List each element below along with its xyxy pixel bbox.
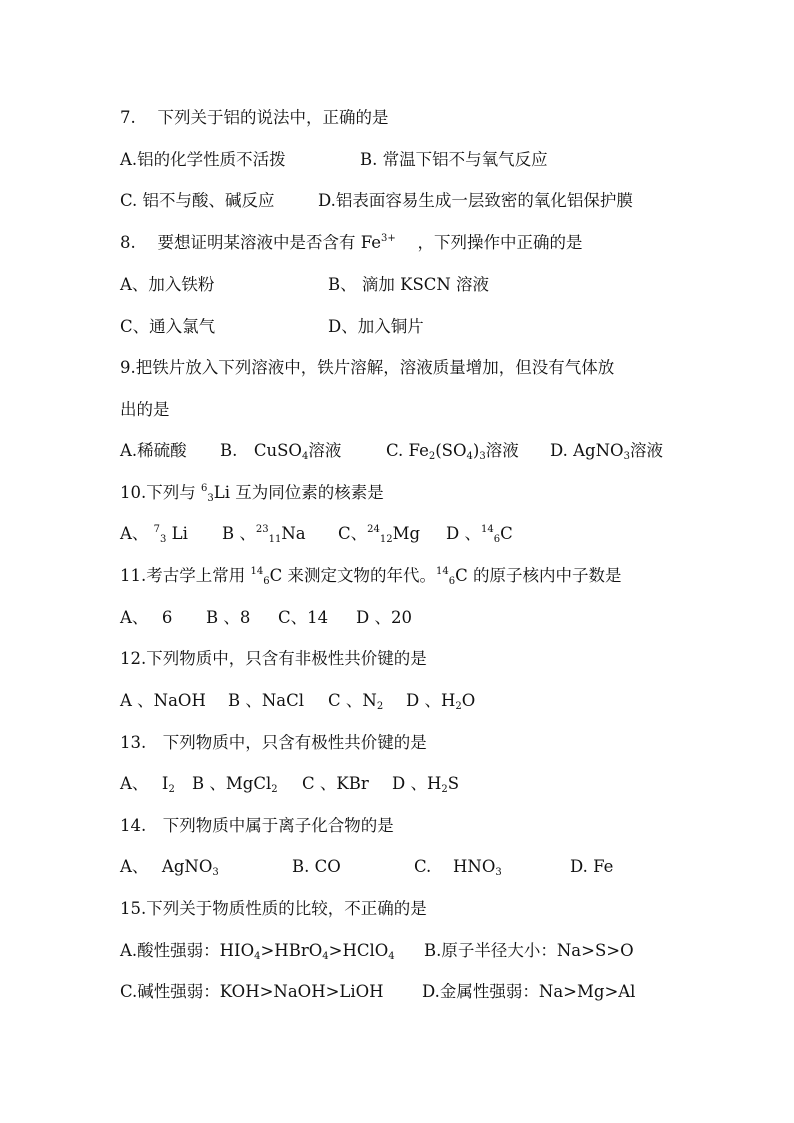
atomic-number: 3 xyxy=(207,493,214,504)
option-b: B 、NaCl xyxy=(228,691,305,710)
option-d: D 、20 xyxy=(356,608,412,627)
option-c xyxy=(386,440,519,462)
subscript: 3 xyxy=(479,451,486,462)
atomic-number: 6 xyxy=(263,576,270,587)
option-b: B、 滴加 KSCN 溶液 xyxy=(328,275,490,294)
option-c-text: C. HNO xyxy=(414,857,496,876)
option-a: A、 6 xyxy=(120,608,173,627)
stem-text: 9.把铁片放入下列溶液中，铁片溶解，溶液质量增加，但没有气体放 xyxy=(120,358,615,377)
subscript: 2 xyxy=(441,784,448,795)
option-a-text: A、 xyxy=(120,524,154,543)
mass-number: 6 xyxy=(201,483,208,494)
question-9-stem-line2 xyxy=(120,399,170,421)
subscript: 2 xyxy=(455,701,462,712)
stem-text: 8. 要想证明某溶液中是否含有 Fe xyxy=(120,233,382,252)
question-14-stem xyxy=(120,815,394,837)
option-b xyxy=(222,523,306,545)
option-c: C.碱性强弱：KOH>NaOH>LiOH xyxy=(120,982,384,1001)
option-b-text: B 、MgCl xyxy=(192,774,272,793)
option-d xyxy=(550,440,663,462)
stem-text: Li 互为同位素的核素是 xyxy=(213,483,384,502)
option-a-text: Li xyxy=(166,524,188,543)
option-c-text: ) xyxy=(472,441,480,460)
question-10-stem xyxy=(120,482,384,504)
option-c: C、14 xyxy=(278,608,329,627)
mass-number: 14 xyxy=(480,524,494,535)
subscript: 4 xyxy=(254,951,261,962)
option-a-text: >HClO xyxy=(328,941,389,960)
mass-number: 14 xyxy=(250,566,264,577)
question-7-stem xyxy=(120,107,389,129)
subscript: 4 xyxy=(301,451,309,462)
option-c-text: Mg xyxy=(392,524,421,543)
option-c xyxy=(338,523,420,545)
option-a-text: A、 I xyxy=(120,774,169,793)
option-a xyxy=(120,523,188,545)
stem-text: 13. 下列物质中，只含有极性共价键的是 xyxy=(120,733,427,752)
stem-text: ，下列操作中正确的是 xyxy=(395,233,583,252)
stem-text: C 来测定文物的年代。 xyxy=(269,566,436,585)
option-b: B. 常温下铝不与氧气反应 xyxy=(360,150,548,169)
question-13-stem xyxy=(120,732,427,754)
question-8-stem xyxy=(120,232,583,254)
option-d-text: D. AgNO xyxy=(550,441,624,460)
option-c-text: 溶液 xyxy=(485,441,519,460)
option-a: A.稀硫酸 xyxy=(120,441,187,460)
mass-number: 24 xyxy=(367,524,380,535)
option-b-text: B. CuSO xyxy=(220,441,302,460)
option-a xyxy=(120,940,395,962)
option-c: C. 铝不与酸、碱反应 xyxy=(120,191,275,210)
atomic-number: 3 xyxy=(160,534,167,545)
atomic-number: 6 xyxy=(448,576,456,587)
option-c-text: C、 xyxy=(338,524,368,543)
option-b-text: B 、 xyxy=(222,524,256,543)
option-b: B 、8 xyxy=(206,608,251,627)
option-d-text: O xyxy=(461,691,476,710)
option-a-text: A、 AgNO xyxy=(120,857,213,876)
option-a xyxy=(120,773,175,795)
option-c xyxy=(328,690,383,712)
option-d: D.金属性强弱：Na>Mg>Al xyxy=(422,982,636,1001)
option-b xyxy=(220,440,341,462)
stem-text: 7. 下列关于铝的说法中，正确的是 xyxy=(120,108,389,127)
option-b: B.原子半径大小：Na>S>O xyxy=(424,941,634,960)
option-a: A、加入铁粉 xyxy=(120,275,215,294)
mass-number: 7 xyxy=(153,524,161,535)
option-a: A 、NaOH xyxy=(120,691,206,710)
subscript: 3 xyxy=(623,451,630,462)
mass-number: 23 xyxy=(255,524,269,535)
stem-text: 11.考古学上常用 xyxy=(120,566,251,585)
option-d: D.铝表面容易生成一层致密的氧化铝保护膜 xyxy=(318,191,633,210)
atomic-number: 6 xyxy=(493,534,501,545)
subscript: 2 xyxy=(376,701,384,712)
option-d-text: C xyxy=(500,524,513,543)
stem-text: C 的原子核内中子数是 xyxy=(455,566,622,585)
option-c: C 、KBr xyxy=(302,774,369,793)
question-11-stem xyxy=(120,565,621,587)
option-b-text: Na xyxy=(281,524,306,543)
stem-text: 14. 下列物质中属于离子化合物的是 xyxy=(120,816,394,835)
subscript: 2 xyxy=(168,784,175,795)
option-a-text: A.酸性强弱：HIO xyxy=(120,941,255,960)
option-d xyxy=(392,773,459,795)
option-d-text: 溶液 xyxy=(629,441,663,460)
option-d xyxy=(446,523,513,545)
option-a-text: >HBrO xyxy=(260,941,323,960)
option-d-text: D 、H xyxy=(406,691,456,710)
option-d-text: S xyxy=(447,774,460,793)
subscript: 4 xyxy=(322,951,329,962)
stem-text: 12.下列物质中，只含有非极性共价键的是 xyxy=(120,649,427,668)
option-c-text: C 、N xyxy=(328,691,377,710)
option-d xyxy=(406,690,475,712)
charge-superscript: 3+ xyxy=(381,233,396,244)
option-d: D、加入铜片 xyxy=(328,317,424,336)
atomic-number: 11 xyxy=(268,534,282,545)
subscript: 2 xyxy=(428,451,436,462)
question-9-stem-line1 xyxy=(120,357,614,379)
atomic-number: 12 xyxy=(379,534,393,545)
subscript: 3 xyxy=(212,867,219,878)
subscript: 4 xyxy=(388,951,395,962)
question-15-stem xyxy=(120,898,427,920)
subscript: 3 xyxy=(495,867,502,878)
mass-number: 14 xyxy=(435,566,449,577)
option-c xyxy=(414,856,502,878)
subscript: 4 xyxy=(466,451,473,462)
stem-text: 15.下列关于物质性质的比较，不正确的是 xyxy=(120,899,427,918)
option-c-text: C. Fe xyxy=(386,441,429,460)
option-d: D. Fe xyxy=(570,857,614,876)
option-a xyxy=(120,856,219,878)
option-a: A.铝的化学性质不活拨 xyxy=(120,150,286,169)
question-12-stem xyxy=(120,648,427,670)
stem-text: 10.下列与 xyxy=(120,483,201,502)
option-d-text: D 、H xyxy=(392,774,442,793)
option-b-text: 溶液 xyxy=(308,441,342,460)
option-b xyxy=(192,773,278,795)
option-c-text: (SO xyxy=(435,441,467,460)
subscript: 2 xyxy=(271,784,278,795)
option-b: B. CO xyxy=(292,857,341,876)
stem-text: 出的是 xyxy=(120,400,170,419)
option-d-text: D 、 xyxy=(446,524,481,543)
option-c: C、通入氯气 xyxy=(120,317,216,336)
